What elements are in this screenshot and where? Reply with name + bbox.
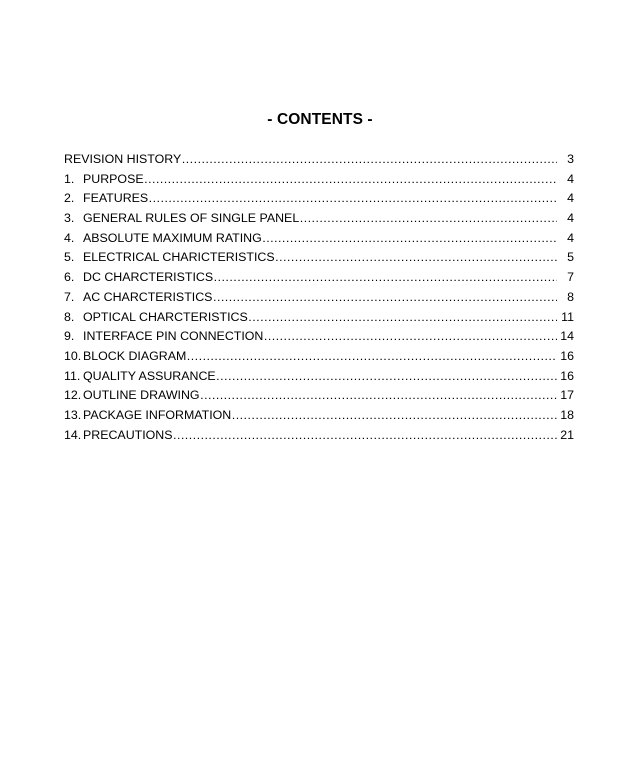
toc-leader-dots [181, 150, 557, 170]
toc-entry-dc-characteristics [64, 268, 574, 288]
toc-leader-dots [231, 406, 557, 426]
toc-entry-label: REVISION HISTORY [64, 152, 182, 166]
toc-leader-dots [216, 367, 557, 387]
toc-entry-page: 4 [567, 211, 574, 226]
toc-entry-number: 1. [64, 171, 75, 186]
contents-title: - CONTENTS - [267, 111, 373, 128]
toc-leader-dots [213, 268, 557, 288]
toc-entry-number: 10. [64, 348, 82, 363]
toc-entry-label: BLOCK DIAGRAM [83, 348, 187, 363]
toc-leader-dots [275, 248, 557, 268]
toc-leader-dots [262, 229, 557, 249]
toc-entry-label: PURPOSE [83, 171, 144, 186]
toc-entry-number: 2. [64, 191, 75, 206]
toc-entry-page: 17 [560, 388, 574, 403]
toc-entry-purpose [64, 170, 574, 190]
toc-entry-number: 5. [64, 250, 75, 265]
toc-entry-label: PRECAUTIONS [83, 427, 173, 442]
toc-leader-dots [263, 327, 557, 347]
toc-entry-label: PACKAGE INFORMATION [83, 407, 232, 422]
toc-entry-label: FEATURES [83, 191, 149, 206]
toc-entry-block-diagram [64, 347, 574, 367]
toc-entry-precautions [64, 426, 574, 446]
toc-entry-number: 11. [64, 368, 81, 383]
toc-entry-number: 13. [64, 407, 82, 422]
toc-entry-number: 6. [64, 270, 75, 285]
toc-entry-label: QUALITY ASSURANCE [83, 368, 216, 383]
toc-entry-general-rules [64, 209, 574, 229]
toc-entry-interface-pin-connection [64, 327, 574, 347]
toc-leader-dots [200, 386, 557, 406]
toc-entry-label: DC CHARCTERISTICS [83, 270, 214, 285]
toc-entry-label: GENERAL RULES OF SINGLE PANEL [83, 211, 300, 226]
toc-entry-absolute-maximum-rating [64, 229, 574, 249]
toc-entry-number: 7. [64, 289, 75, 304]
table-of-contents [64, 150, 574, 445]
toc-entry-number: 3. [64, 211, 75, 226]
toc-entry-features [64, 189, 574, 209]
toc-entry-label: INTERFACE PIN CONNECTION [83, 329, 264, 344]
toc-leader-dots [148, 189, 557, 209]
toc-entry-page: 18 [560, 407, 574, 422]
toc-entry-label: ABSOLUTE MAXIMUM RATING [83, 230, 262, 245]
toc-entry-ac-characteristics [64, 288, 574, 308]
toc-entry-page: 16 [560, 368, 574, 383]
toc-entry-quality-assurance [64, 367, 574, 387]
toc-leader-dots [299, 209, 557, 229]
toc-entry-number: 14. [64, 427, 82, 442]
toc-entry-number: 12. [64, 388, 82, 403]
toc-entry-page: 4 [567, 230, 574, 245]
toc-entry-label: OPTICAL CHARCTERISTICS [83, 309, 248, 324]
toc-leader-dots [212, 288, 557, 308]
toc-entry-page: 3 [567, 152, 574, 166]
toc-entry-outline-drawing [64, 386, 574, 406]
toc-entry-page: 7 [567, 270, 574, 285]
toc-entry-page: 14 [560, 329, 574, 344]
toc-entry-optical-characteristics [64, 308, 574, 328]
toc-entry-number: 4. [64, 230, 75, 245]
toc-entry-number: 9. [64, 329, 75, 344]
toc-leader-dots [173, 426, 558, 446]
toc-leader-dots [144, 170, 557, 190]
toc-entry-label: AC CHARCTERISTICS [83, 289, 213, 304]
toc-entry-revision-history [64, 150, 574, 170]
toc-entry-page: 4 [567, 191, 574, 206]
toc-entry-electrical-characteristics [64, 248, 574, 268]
toc-entry-page: 4 [567, 171, 574, 186]
toc-entry-page: 16 [560, 348, 574, 363]
toc-leader-dots [186, 347, 557, 367]
toc-entry-page: 5 [567, 250, 574, 265]
toc-entry-package-information [64, 406, 574, 426]
toc-entry-page: 21 [560, 427, 574, 442]
toc-entry-page: 11 [561, 309, 574, 324]
toc-entry-label: OUTLINE DRAWING [83, 388, 200, 403]
toc-entry-page: 8 [567, 289, 574, 304]
toc-entry-number: 8. [64, 309, 75, 324]
toc-leader-dots [248, 308, 557, 328]
toc-entry-label: ELECTRICAL CHARICTERISTICS [83, 250, 275, 265]
